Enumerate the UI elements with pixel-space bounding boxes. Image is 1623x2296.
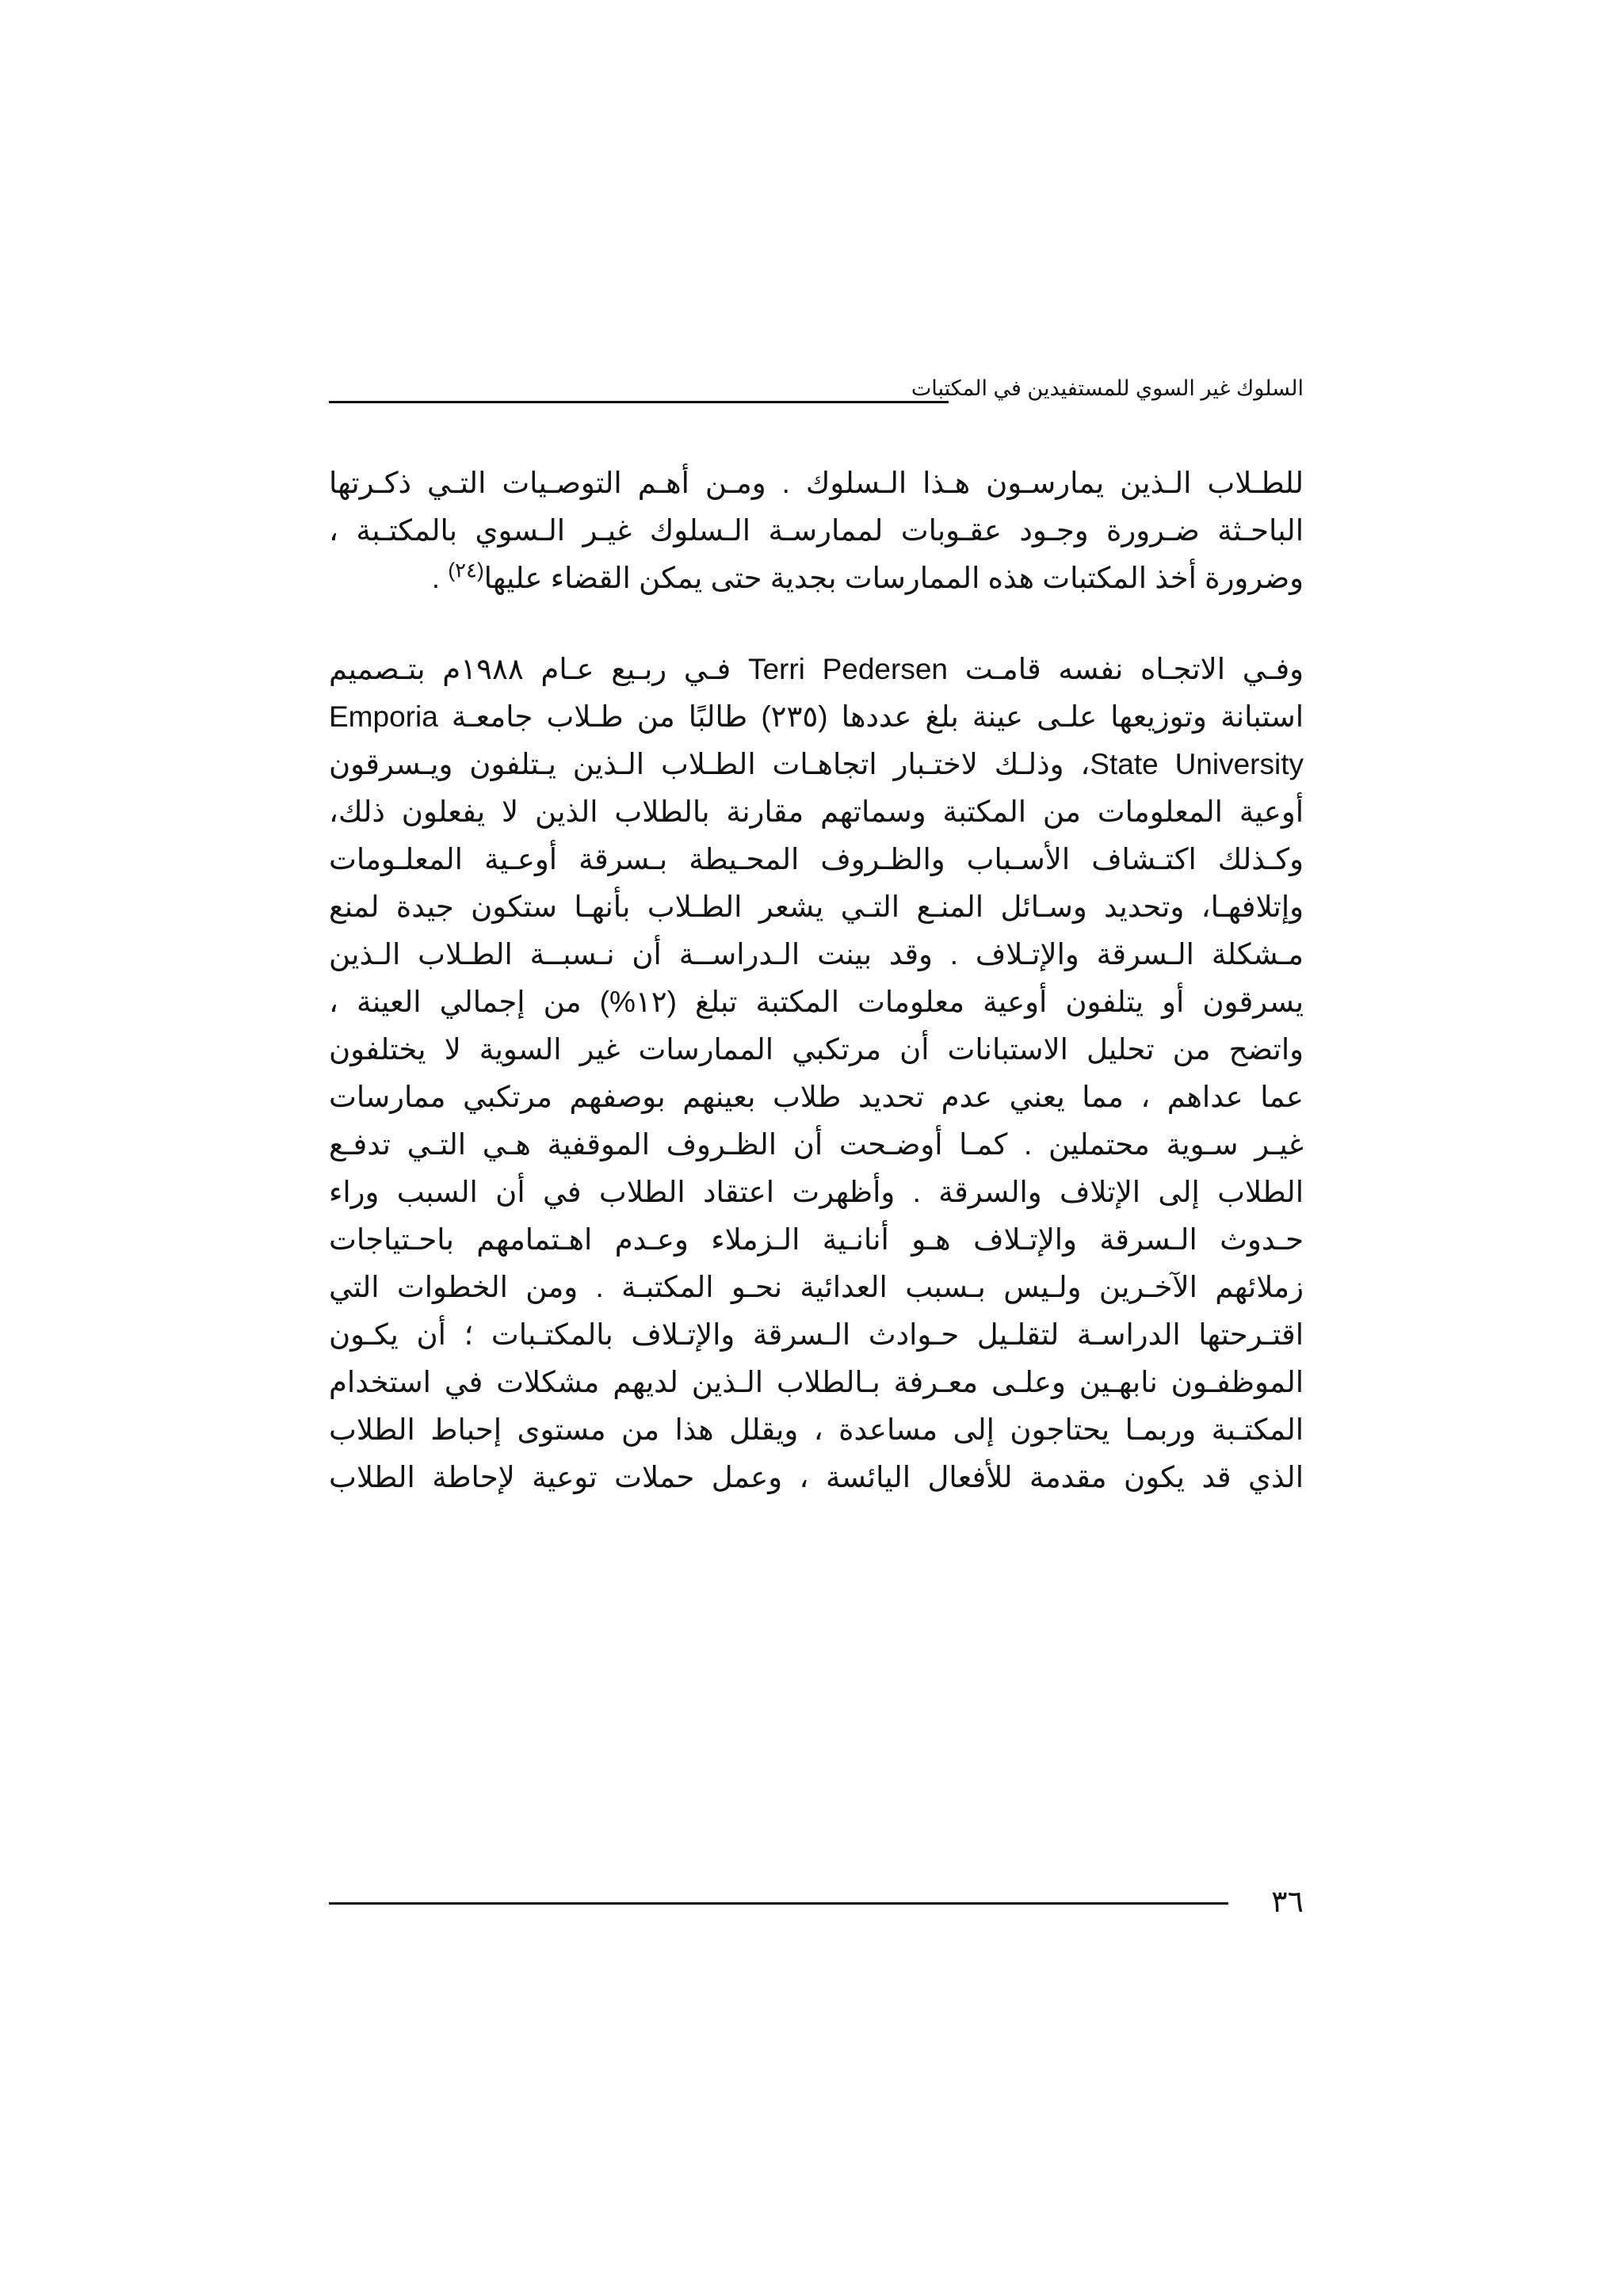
- text-line: يسرقون أو يتلفون أوعية معلومات المكتبة تبلغ (١٢%) من إجمالي العينة ،: [329, 986, 1304, 1018]
- page-number: ٣٦: [1271, 1884, 1304, 1919]
- text-line: أوعية المعلومات من المكتبة وسماتهم مقارنة بالطلاب الذين لا يفعلون ذلك،: [329, 795, 1304, 828]
- text-line: وإتلافهـا، وتحديد وسـائل المنـع التـي يشعر الطـلاب بأنهـا ستكون جيدة لمنع: [329, 891, 1304, 923]
- running-header: [329, 372, 1304, 412]
- text-line: زملائهم الآخـرين ولـيس بـسبب العدائية نحـو المكتبـة . ومن الخطوات التي: [329, 1271, 1304, 1303]
- text-line: للطـلاب الـذين يمارسـون هـذا الـسلوك . ومـن أهـم التوصـيات التـي ذكـرتها: [329, 467, 1304, 499]
- sentence-end: .: [431, 562, 449, 594]
- text-line: استبانة وتوزيعها علـى عينة بلغ عددها (٢٣٥) طالبًا من طـلاب جامعـة Emporia: [329, 700, 1304, 733]
- text-line-with-footnote: [329, 555, 1304, 602]
- text-line: الموظفـون نابهـين وعلـى معـرفة بـالطلاب الـذين لديهم مشكلات في استخدام: [329, 1366, 1304, 1398]
- text-line: وفـي الاتجـاه نفسه قامـت Terri Pedersen فـي ربـيع عـام ١٩٨٨م بتـصميم: [329, 653, 1304, 685]
- text-line: اقتـرحتها الدراسـة لتقلـيل حـوادث الـسرقة والإتـلاف بالمكتـبات ؛ أن يكـون: [329, 1318, 1304, 1351]
- text-line: الذي قد يكون مقدمة للأفعال اليائسة ، وعمل حملات توعية لإحاطة الطلاب: [329, 1461, 1304, 1493]
- text-line: State University، وذلـك لاختـبار اتجاهـات الطـلاب الـذين يـتلفون ويـسرقون: [329, 748, 1304, 780]
- footer-rule: [329, 1902, 1228, 1905]
- footnote-reference: (٢٤): [448, 558, 484, 582]
- paragraph-1: [329, 460, 1304, 602]
- text-line: حـدوث الـسرقة والإتـلاف هـو أنانـية الـزملاء وعـدم اهـتمامهم باحـتياجات: [329, 1223, 1304, 1256]
- text-line: غيـر سـوية محتملين . كمـا أوضـحت أن الظـروف الموقفية هـي التـي تدفـع: [329, 1128, 1304, 1161]
- paragraph-gap: [329, 602, 1304, 646]
- page-footer: [329, 1882, 1304, 1921]
- body-text: [329, 460, 1304, 1501]
- text-line: مـشكلة الـسرقة والإتـلاف . وقد بينت الـدراســة أن نـسبــة الطـلاب الـذين: [329, 938, 1304, 971]
- paragraph-2: [329, 646, 1304, 1501]
- text-line: الطلاب إلى الإتلاف والسرقة . وأظهرت اعتقاد الطلاب في أن السبب وراء: [329, 1176, 1304, 1208]
- text-line: الباحـثة ضـرورة وجـود عقـوبات لممارسـة الـسلوك غيـر الـسوي بالمكتـبة ،: [329, 514, 1304, 547]
- text-line: وكـذلك اكتـشاف الأسـباب والظـروف المحـيطة بـسرقة أوعـية المعلـومات: [329, 843, 1304, 875]
- text-line: عما عداهم ، مما يعني عدم تحديد طلاب بعينهم بوصفهم مرتكبي ممارسات: [329, 1081, 1304, 1113]
- text-line: واتضح من تحليل الاستبانات أن مرتكبي الممارسات غير السوية لا يختلفون: [329, 1033, 1304, 1066]
- running-header-title: السلوك غير السوي للمستفيدين في المكتبات: [911, 376, 1304, 400]
- text-line-content: وضرورة أخذ المكتبات هذه الممارسات بجدية حتى يمكن القضاء عليها: [483, 562, 1304, 594]
- text-line: المكتـبة وربمـا يحتاجون إلى مساعدة ، ويقلل هذا من مستوى إحباط الطلاب: [329, 1413, 1304, 1446]
- header-rule: [329, 401, 949, 403]
